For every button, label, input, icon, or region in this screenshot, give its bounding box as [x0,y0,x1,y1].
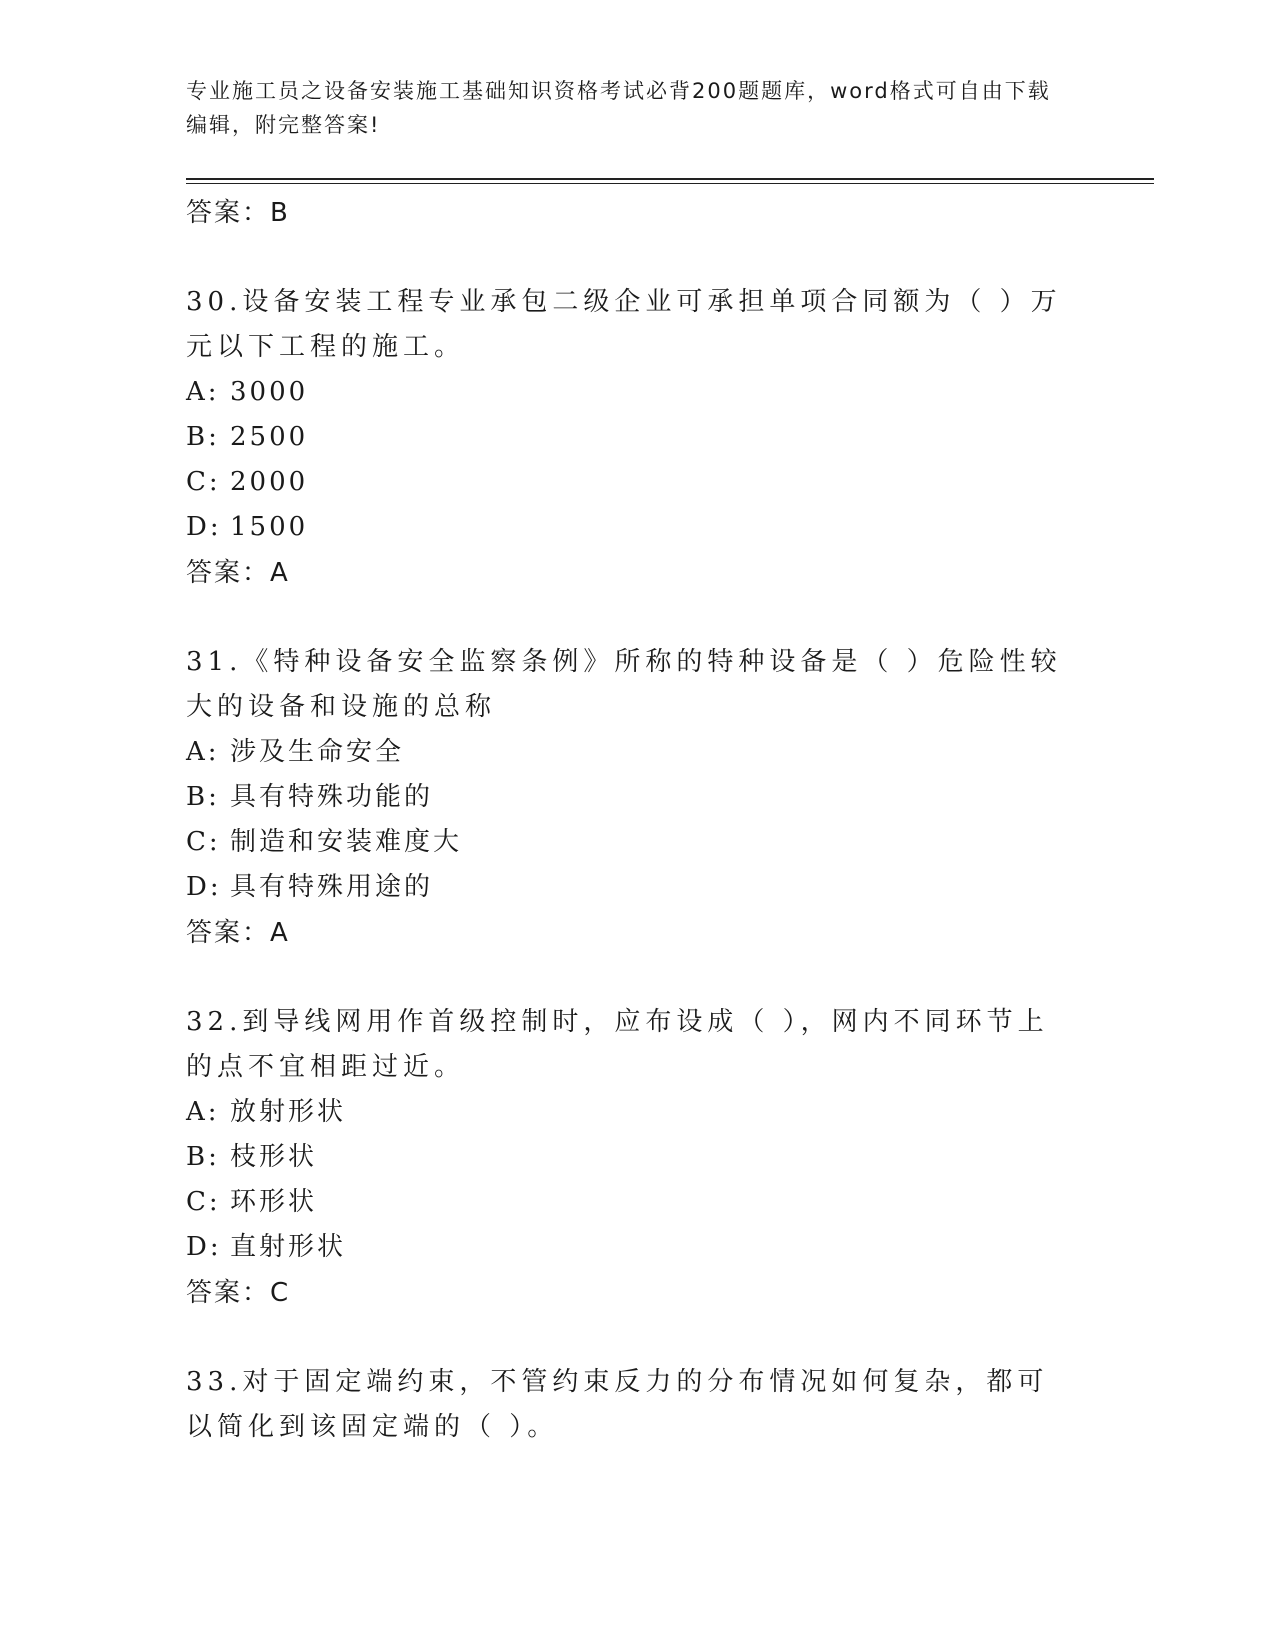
option-text: 环形状 [230,1187,318,1217]
option-letter: B: [186,422,220,452]
header-divider-thin [186,183,1154,184]
option-letter: A: [186,1097,220,1127]
option-text: 具有特殊功能的 [230,782,434,812]
option-letter: A: [186,737,220,767]
option-text: 2000 [230,467,309,497]
option-text: 直射形状 [230,1232,347,1262]
header-divider-thick [186,178,1154,180]
question-answer: 答案：A [186,918,290,948]
option-b [186,1135,1086,1180]
option-letter: B: [186,1142,220,1172]
option-text: 2500 [230,422,309,452]
option-letter: D: [186,512,222,542]
option-text: 1500 [230,512,309,542]
option-text: 3000 [230,377,309,407]
question-30 [186,280,1086,596]
option-text: 枝形状 [230,1142,318,1172]
option-text: 放射形状 [230,1097,347,1127]
option-c [186,1180,1086,1225]
option-d [186,1225,1086,1270]
option-text: 制造和安装难度大 [230,827,463,857]
option-a [186,1090,1086,1135]
question-list [186,190,1086,1450]
option-letter: C: [186,467,221,497]
page-header-title: 专业施工员之设备安装施工基础知识资格考试必背200题题库，word格式可自由下载编辑，附完整答案! [186,79,1051,137]
question-answer: 答案：C [186,1278,291,1308]
question-31 [186,640,1086,956]
question-answer: 答案：A [186,558,290,588]
question-33 [186,1360,1086,1450]
option-letter: D: [186,872,222,902]
option-a [186,730,1086,775]
question-stem: 32.到导线网用作首级控制时，应布设成（ ），网内不同环节上的点不宜相距过近。 [186,1007,1049,1082]
option-text: 具有特殊用途的 [230,872,434,902]
option-c [186,460,1086,505]
option-letter: D: [186,1232,222,1262]
option-d [186,865,1086,910]
previous-answer: 答案：B [186,198,290,228]
option-c [186,820,1086,865]
option-b [186,415,1086,460]
option-a [186,370,1086,415]
option-b [186,775,1086,820]
option-letter: A: [186,377,220,407]
question-stem: 31.《特种设备安全监察条例》所称的特种设备是（ ）危险性较大的设备和设施的总称 [186,647,1062,722]
option-letter: C: [186,827,221,857]
question-stem: 30.设备安装工程专业承包二级企业可承担单项合同额为（ ）万元以下工程的施工。 [186,287,1062,362]
question-stem: 33.对于固定端约束，不管约束反力的分布情况如何复杂，都可以简化到该固定端的（ ）。 [186,1367,1049,1442]
option-text: 涉及生命安全 [230,737,405,767]
question-32 [186,1000,1086,1316]
option-letter: B: [186,782,220,812]
option-d [186,505,1086,550]
option-letter: C: [186,1187,221,1217]
